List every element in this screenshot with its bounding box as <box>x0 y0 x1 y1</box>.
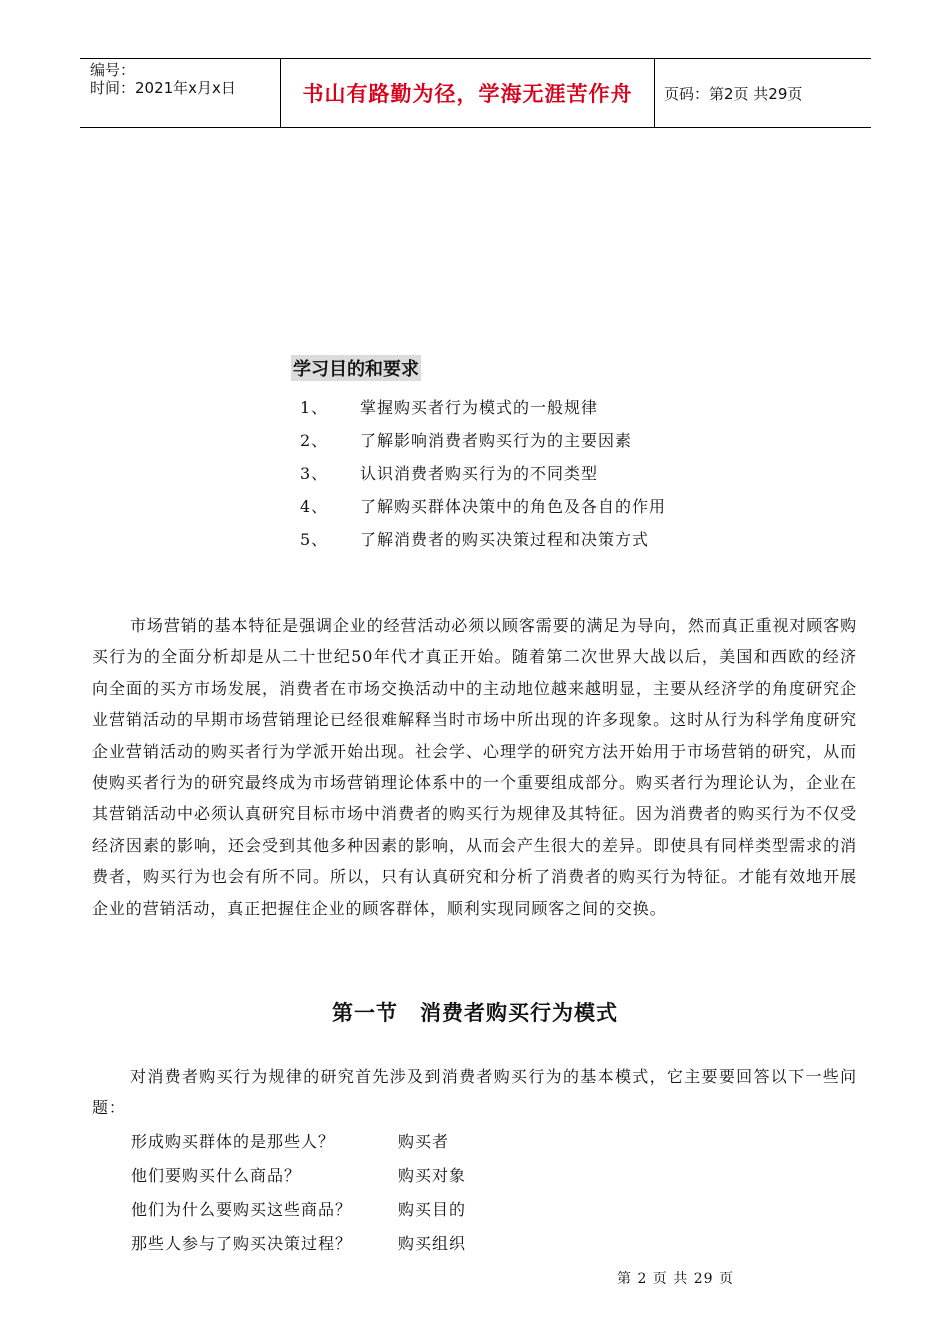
time-label: 时间：2021年x月x日 <box>90 79 236 97</box>
header-meta <box>80 59 281 127</box>
header-page-info: 页码：第2页 共29页 <box>664 84 803 103</box>
item-number: 5、 <box>300 530 329 549</box>
question-text: 形成购买群体的是那些人？ <box>131 1131 336 1151</box>
question-text: 他们要购买什么商品？ <box>131 1165 302 1185</box>
list-item <box>300 390 666 423</box>
question-row <box>131 1191 466 1225</box>
page-footer: 第 2 页 共 29 页 <box>617 1271 734 1287</box>
header-table <box>80 58 871 128</box>
question-row <box>131 1157 466 1191</box>
item-text: 认识消费者购买行为的不同类型 <box>360 464 599 483</box>
item-text: 掌握购买者行为模式的一般规律 <box>360 398 599 417</box>
list-item <box>300 489 666 522</box>
intro-paragraph: 市场营销的基本特征是强调企业的经营活动必须以顾客需要的满足为导向，然而真正重视对顾客购买行为的全面分析却是从二十世纪50年代才真正开始。随着第二次世界大战以后，美国和西欧的经济向全面的买方市场发展，消费者在市场交换活动中的主动地位越来越明显，主要从经济学的角度研究企业营销活动的早期市场营销理论已经很难解释当时市场中所出现的许多现象。这时从行为科学角度研究企业营销活动的购买者行为学派开始出现。社会学、心理学的研究方法开始用于市场营销的研究，从而使购买者行为的研究最终成为市场营销理论体系中的一个重要组成部分。购买者行为理论认为，企业在其营销活动中必须认真研究目标市场中消费者的购买行为规律及其特征。因为消费者的购买行为不仅受经济因素的影响，还会受到其他多种因素的影响，从而会产生很大的差异。即使具有同样类型需求的消费者，购买行为也会有所不同。所以，只有认真研究和分析了消费者的购买行为特征。才能有效地开展企业的营销活动，真正把握住企业的顾客群体，顺利实现同顾客之间的交换。 <box>92 616 857 918</box>
item-number: 3、 <box>300 464 329 483</box>
section-title: 第一节 消费者购买行为模式 <box>332 1001 618 1025</box>
item-text: 了解影响消费者购买行为的主要因素 <box>360 431 633 450</box>
question-row <box>131 1123 466 1157</box>
question-text: 他们为什么要购买这些商品？ <box>131 1199 353 1219</box>
objectives-list <box>300 390 666 555</box>
item-text: 了解购买群体决策中的角色及各自的作用 <box>360 497 667 516</box>
section-paragraph: 对消费者购买行为规律的研究首先涉及到消费者购买行为的基本模式，它主要要回答以下一些问题： <box>92 1067 857 1118</box>
answer-text: 购买对象 <box>398 1165 467 1185</box>
item-text: 了解消费者的购买决策过程和决策方式 <box>360 530 650 549</box>
item-number: 2、 <box>300 431 329 450</box>
objectives-title: 学习目的和要求 <box>291 355 421 381</box>
item-number: 1、 <box>300 398 329 417</box>
answer-text: 购买者 <box>398 1131 450 1151</box>
item-number: 4、 <box>300 497 329 516</box>
answer-text: 购买组织 <box>398 1233 467 1253</box>
question-row <box>131 1225 466 1259</box>
question-text: 那些人参与了购买决策过程？ <box>131 1233 353 1253</box>
answer-text: 购买目的 <box>398 1199 467 1219</box>
list-item <box>300 456 666 489</box>
number-label: 编号： <box>90 61 136 79</box>
list-item <box>300 423 666 456</box>
question-list <box>131 1123 466 1259</box>
header-motto: 书山有路勤为径，学海无涯苦作舟 <box>281 59 655 127</box>
list-item <box>300 522 666 555</box>
